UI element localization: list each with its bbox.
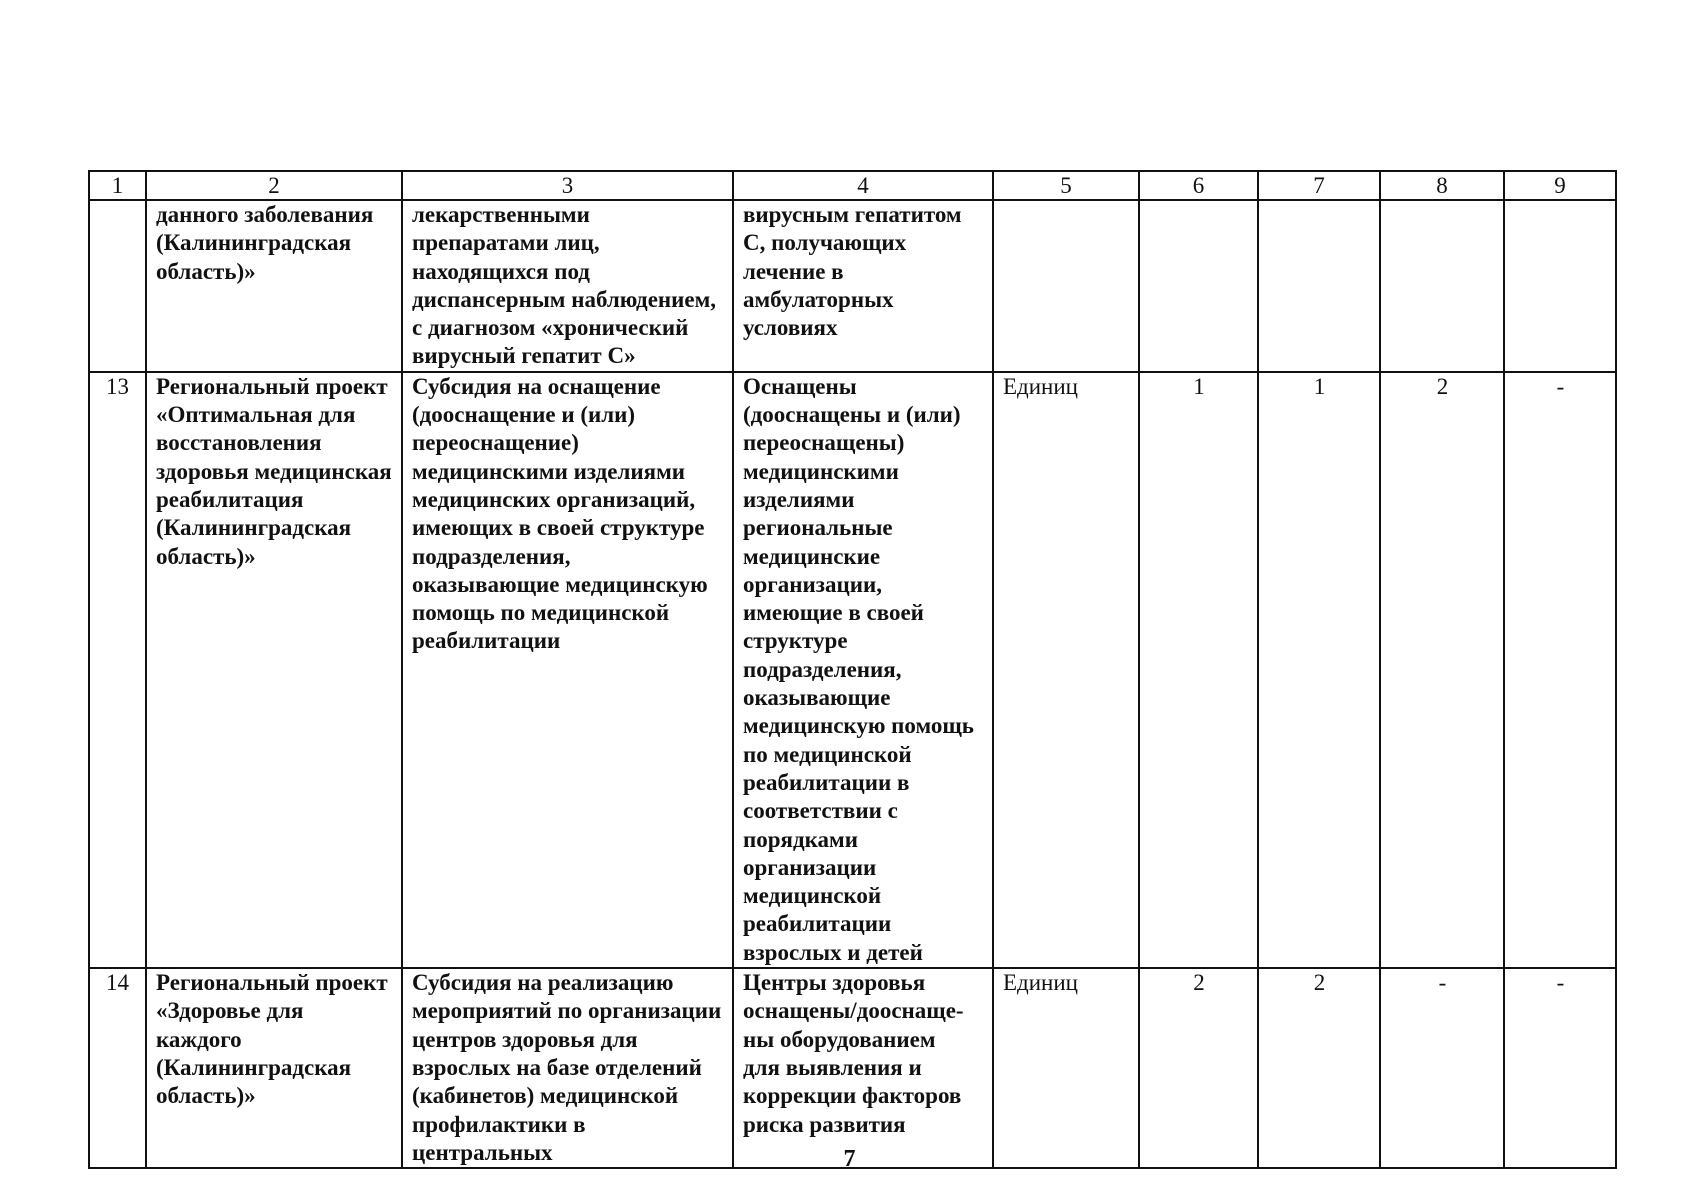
table-row bbox=[89, 372, 1616, 968]
result-cell: Центры здоровья оснащены/дооснаще- ны оборудованием для выявления и коррекции факторов риска развития bbox=[733, 968, 993, 1168]
value-col-9: - bbox=[1504, 968, 1616, 1168]
unit-cell: Единиц bbox=[993, 372, 1139, 968]
event-cell: лекарственными препаратами лиц, находящихся под диспансерным наблюдением, с диагнозом «хронический вирусный гепатит С» bbox=[402, 200, 733, 372]
value-col-7: 2 bbox=[1258, 968, 1380, 1168]
value-col-7: 1 bbox=[1258, 372, 1380, 968]
header-col-1: 1 bbox=[89, 171, 146, 200]
header-row bbox=[89, 171, 1616, 200]
table-row bbox=[89, 968, 1616, 1168]
project-cell: Региональный проект «Здоровье для каждого (Калининградская область)» bbox=[146, 968, 402, 1168]
unit-cell: Единиц bbox=[993, 968, 1139, 1168]
header-col-2: 2 bbox=[146, 171, 402, 200]
value-col-6: 2 bbox=[1139, 968, 1258, 1168]
header-col-3: 3 bbox=[402, 171, 733, 200]
row-number: 13 bbox=[89, 372, 146, 968]
result-cell: Оснащены (дооснащены и (или) переоснащены) медицинскими изделиями региональные медицинские организации, имеющие в своей структуре подразделения, оказывающие медицинскую помощь по медицинской реабилитации в соответствии с порядками организации медицинской реабилитации взрослых и детей bbox=[733, 372, 993, 968]
value-col-6 bbox=[1139, 200, 1258, 372]
header-col-9: 9 bbox=[1504, 171, 1616, 200]
project-cell: Региональный проект «Оптимальная для восстановления здоровья медицинская реабилитация (Калининградская область)» bbox=[146, 372, 402, 968]
header-col-6: 6 bbox=[1139, 171, 1258, 200]
header-col-5: 5 bbox=[993, 171, 1139, 200]
value-col-7 bbox=[1258, 200, 1380, 372]
row-number bbox=[89, 200, 146, 372]
value-col-8: - bbox=[1380, 968, 1504, 1168]
value-col-8 bbox=[1380, 200, 1504, 372]
header-col-4: 4 bbox=[733, 171, 993, 200]
measures-table bbox=[88, 170, 1617, 1169]
value-col-9 bbox=[1504, 200, 1616, 372]
table-header bbox=[89, 171, 1616, 200]
event-cell: Субсидия на реализацию мероприятий по организации центров здоровья для взрослых на базе отделений (кабинетов) медицинской профилактики в центральных bbox=[402, 968, 733, 1168]
page-number: 7 bbox=[843, 1146, 856, 1172]
event-cell: Субсидия на оснащение (дооснащение и (или) переоснащение) медицинскими изделиями медицинских организаций, имеющих в своей структуре подразделения, оказывающие медицинскую помощь по медицинской реабилитации bbox=[402, 372, 733, 968]
value-col-8: 2 bbox=[1380, 372, 1504, 968]
result-cell: вирусным гепатитом С, получающих лечение в амбулаторных условиях bbox=[733, 200, 993, 372]
value-col-9: - bbox=[1504, 372, 1616, 968]
header-col-7: 7 bbox=[1258, 171, 1380, 200]
project-cell: данного заболевания (Калининградская область)» bbox=[146, 200, 402, 372]
header-col-8: 8 bbox=[1380, 171, 1504, 200]
table-body bbox=[89, 200, 1616, 1168]
value-col-6: 1 bbox=[1139, 372, 1258, 968]
table-row bbox=[89, 200, 1616, 372]
row-number: 14 bbox=[89, 968, 146, 1168]
unit-cell bbox=[993, 200, 1139, 372]
